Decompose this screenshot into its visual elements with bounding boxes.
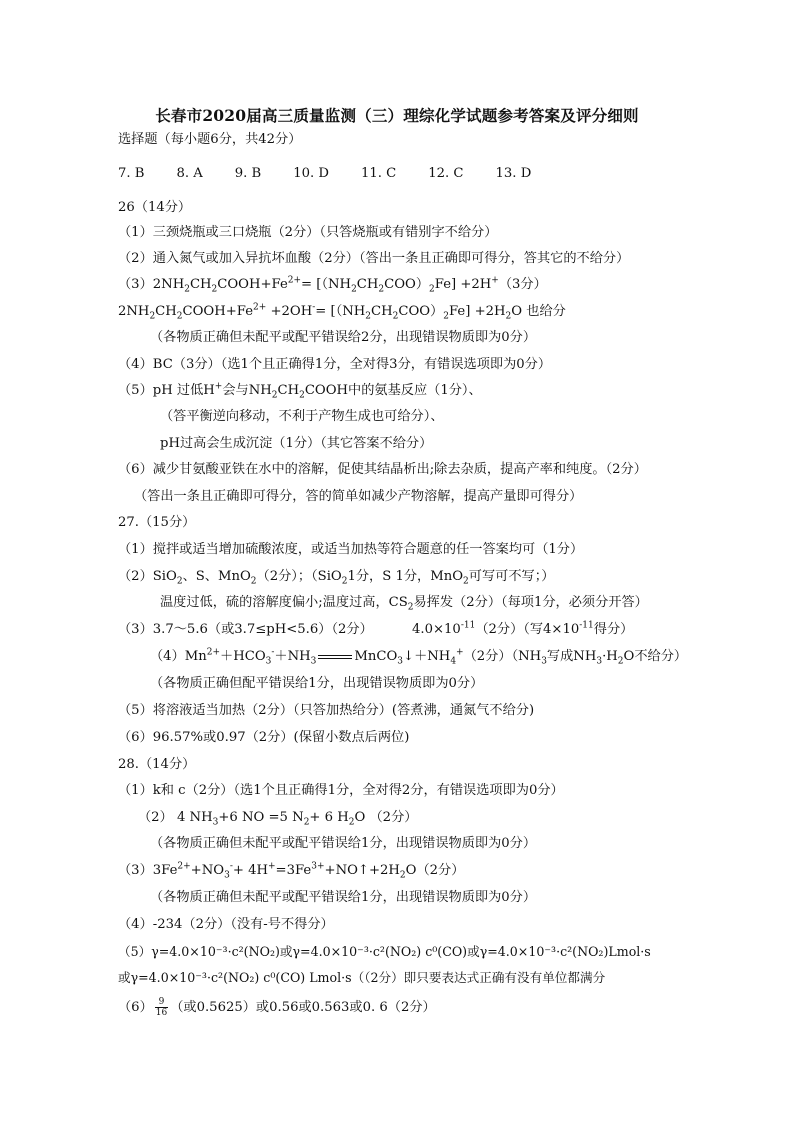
q26-line: （6）减少甘氨酸亚铁在水中的溶解，促使其结晶析出;除去杂质，提高产率和纯度。（2分） xyxy=(118,462,647,477)
q27-line: （5）将溶液适当加热（2分）（只答加热给分）(答煮沸，通氮气不给分) xyxy=(118,703,535,718)
q26-line: （答出一条且正确即可得分，答的简单如减少产物溶解，提高产量即可得分） xyxy=(134,489,583,504)
mc-answers xyxy=(118,165,563,183)
mc-answer-8: 8. A xyxy=(176,166,203,181)
q27-line: （3）3.7～5.6（或3.7≤pH<5.6）（2分） xyxy=(118,622,373,637)
q28-line: （各物质正确但未配平或配平错误给1分，出现错误物质即为0分） xyxy=(150,836,537,851)
q28-equation-1: （2） 4 $NH_3+6$ NO =5 $N_2+ 6$ $H_2O$ （2分） xyxy=(138,810,418,828)
q27-line: 温度过低，硫的溶解度偏小;温度过高，$CS_2$易挥发（2分）（每项1分，必须分开答） xyxy=(160,595,648,613)
q27-equation: $(4)Mn^{2+}+HCO_3^-+NH_3$ $MnCO_3↓+NH_4^+(2$分）（$NH_3$写成$NH_3\cdot H_2O$不给分） xyxy=(150,647,688,667)
q28-line: （各物质正确但未配平或配平错误给1分，出现错误物质即为0分） xyxy=(150,890,537,905)
q27-header: 27.（15分） xyxy=(118,515,196,530)
q28-equation-2: $(3)3Fe^{2+}+NO_3^-+$ $4H^+=3Fe^{3+}+NO↑+2H_2O(2$分） xyxy=(118,861,465,881)
mc-answer-10: 10. D xyxy=(293,166,329,181)
q26-equation-1: $(3)2NH_2CH_2COOH+Fe^{2+}= [(NH_2CH_2COO)_2Fe] +2H^+(3$分） xyxy=(118,275,547,295)
mc-answer-12: 12. C xyxy=(428,166,464,181)
mc-answer-13: 13. D xyxy=(495,166,532,181)
q26-line: pH过高会生成沉淀（1分）（其它答案不给分） xyxy=(160,436,433,451)
equals-sign xyxy=(318,655,352,659)
q28-header: 28.（14分） xyxy=(118,757,196,772)
q26-line: （答平衡逆向移动，不利于产物生成也可给分）、 xyxy=(160,409,444,424)
q26-equation-2: $2NH_2CH_2COOH+Fe^{2+} +2OH^-= [(NH_2CH_2COO)_2Fe] +2H_2O$ 也给分 xyxy=(118,302,566,322)
mc-header: 选择题（每小题6分，共42分） xyxy=(118,132,302,147)
q26-line: （5）pH 过低H+会与$NH_2CH_2COOH$中的氨基反应（1分）、 xyxy=(118,381,482,401)
mc-answer-9: 9. B xyxy=(234,166,262,181)
q27-line: （6）96.57%或0.97（2分）(保留小数点后两位) xyxy=(118,730,410,745)
mc-answer-7: 7. B xyxy=(118,166,145,181)
q27-line: （2）SiO$_2$、S、MnO$_2$（2分）；（SiO$_2$1分，S 1分，MnO$_2$可写可不写；） xyxy=(118,569,555,587)
mc-answer-11: 11. C xyxy=(361,166,397,181)
q28-line: （4）-234（2分）（没有-号不得分） xyxy=(118,917,334,932)
q27-line: （各物质正确但配平错误给1分，出现错误物质即为0分） xyxy=(150,676,484,691)
q26-line: （1）三颈烧瓶或三口烧瓶（2分）（只答烧瓶或有错别字不给分） xyxy=(118,225,498,240)
q27-line: $4.0\times 10^{-11}(2$分）（写$4\times 10^{-11}$得分） xyxy=(412,620,634,637)
page-title: 长春市2020届高三质量监测（三）理综化学试题参考答案及评分细则 xyxy=(155,106,639,125)
q26-line: （各物质正确但未配平或配平错误给2分，出现错误物质即为0分） xyxy=(150,330,537,345)
q28-rate-expression: （5）γ=4.0×10⁻³·c²(NO₂)或γ=4.0×10⁻³·c²(NO₂) c⁰(CO)或γ=4.0×10⁻³·c²(NO₂)Lmol·s xyxy=(118,944,651,959)
q26-line: （4）BC（3分）（选1个且正确得1分，全对得3分，有错误选项即为0分） xyxy=(118,357,552,372)
q28-line: （6） $\frac{9}{16}$ （或0.5625）或0.56或0.563或0. 6（2分） xyxy=(118,997,436,1018)
q26-line: （2）通入氮气或加入异抗坏血酸（2分）（答出一条且正确即可得分，答其它的不给分） xyxy=(118,251,630,266)
fraction: $\frac{9}{16}$ xyxy=(155,997,168,1018)
q28-rate-expression: 或γ=4.0×10⁻³·c²(NO₂) c⁰(CO) Lmol·s（（2分）即只要表达式正确有没有单位都满分 xyxy=(118,970,606,985)
q28-line: （1）k和 c（2分）（选1个且正确得1分，全对得2分，有错误选项即为0分） xyxy=(118,783,564,798)
q26-header: 26（14分） xyxy=(118,200,192,215)
q27-line: （1）搅拌或适当增加硫酸浓度，或适当加热等符合题意的任一答案均可（1分） xyxy=(118,542,584,557)
